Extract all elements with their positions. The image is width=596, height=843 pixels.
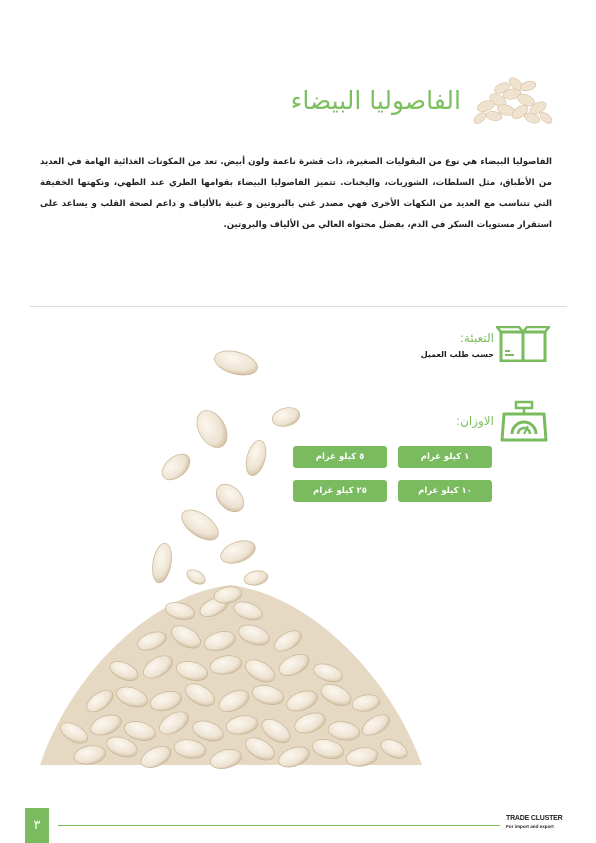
- beans-thumbnail-image: [466, 66, 558, 128]
- footer-divider: [58, 825, 500, 826]
- weight-option-1kg[interactable]: ١ كيلو غرام: [398, 446, 492, 468]
- weight-option-5kg[interactable]: ٥ كيلو غرام: [293, 446, 387, 468]
- packaging-value: حسب طلب العميل: [420, 350, 494, 359]
- packaging-label: التعبئة:: [459, 331, 494, 345]
- brand-tagline: For import and export: [506, 824, 554, 829]
- weights-label: الاوزان:: [456, 414, 494, 428]
- section-divider: [30, 306, 567, 307]
- page-title: الفاصوليا البيضاء: [290, 86, 461, 115]
- scale-icon: [500, 400, 548, 444]
- brand-name: TRADE CLUSTER: [506, 815, 563, 822]
- box-icon: [496, 326, 550, 362]
- intro-paragraph: الفاصوليا البيضاء هي نوع من البقوليات الصغيرة، ذات قشرة ناعمة ولون أبيض. تعد من المكونات الغذائية الهامة في العديد من الأطباق، مثل السلطات، الشوربات، واليخنات. تتميز الفاصوليا البيضاء بقوامها الطري عند الطهي، ونكهتها الخفيفة التي تتناسب مع العديد من النكهات الأخرى فهي مصدر غني بالبروتين و غنية بالألياف و داعم لصحة القلب و يساعد على استقرار مستويات السكر في الدم، بفضل محتواه العالي من الألياف والبروتين.: [40, 157, 552, 230]
- page-number-badge: ٣: [25, 808, 49, 843]
- white-beans-illustration: [30, 345, 430, 805]
- weight-option-25kg[interactable]: ٢٥ كيلو غرام: [293, 480, 387, 502]
- weight-option-10kg[interactable]: ١٠ كيلو غرام: [398, 480, 492, 502]
